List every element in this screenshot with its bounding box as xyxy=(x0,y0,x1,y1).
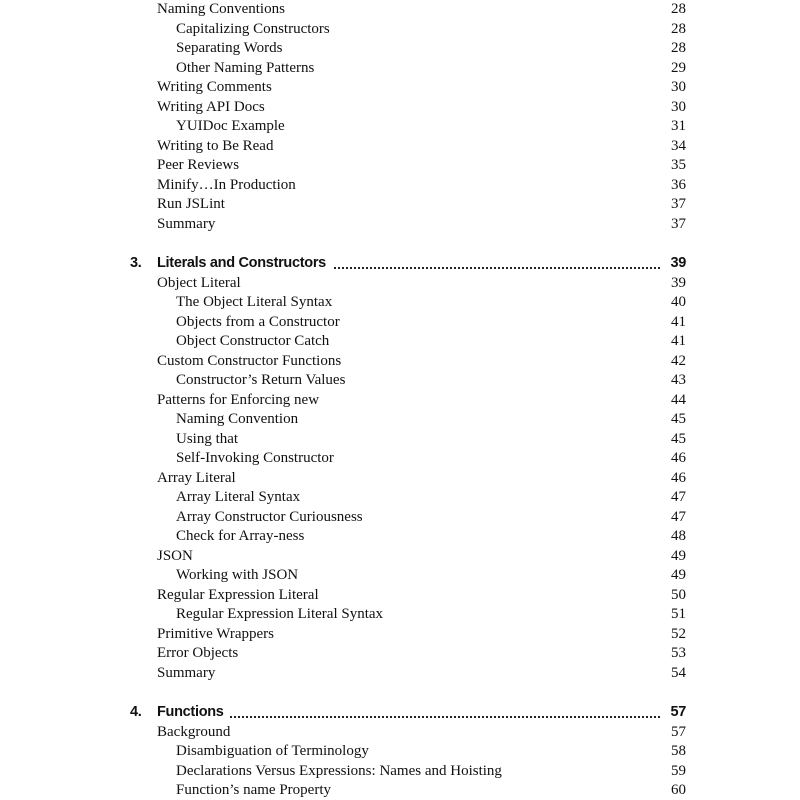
toc-subsection-entry[interactable] xyxy=(176,116,686,136)
toc-section-entry[interactable] xyxy=(157,214,686,234)
entry-page-number: 37 xyxy=(671,196,686,212)
entry-title: Peer Reviews xyxy=(157,157,240,173)
entry-page-number: 50 xyxy=(671,586,686,603)
toc-subsection-entry[interactable] xyxy=(176,507,686,527)
toc-subsection-entry[interactable] xyxy=(176,487,686,507)
entry-page-number: 52 xyxy=(671,625,686,642)
entry-title: Writing to Be Read xyxy=(157,137,274,154)
entry-title: Summary xyxy=(157,215,216,232)
entry-title: Function’s name Property xyxy=(176,782,331,798)
entry-title: Self-Invoking Constructor xyxy=(176,450,334,466)
chapter-title: Functions xyxy=(157,701,230,723)
entry-page-number: 40 xyxy=(671,294,686,310)
entry-page-number: 48 xyxy=(671,528,686,544)
entry-page-number: 39 xyxy=(671,274,686,291)
toc-section-entry[interactable] xyxy=(157,136,686,156)
chapter-heading[interactable] xyxy=(130,252,686,274)
entry-title: Constructor’s Return Values xyxy=(176,372,346,388)
entry-title: Summary xyxy=(157,664,216,681)
toc-section-entry[interactable] xyxy=(157,77,686,97)
entry-page-number: 41 xyxy=(671,333,686,349)
entry-page-number: 47 xyxy=(671,508,686,525)
toc-subsection-entry[interactable] xyxy=(176,741,686,761)
entry-page-number: 31 xyxy=(671,118,686,134)
chapter-page-number: 39 xyxy=(670,255,686,271)
entry-page-number: 47 xyxy=(671,489,686,505)
entry-title: Capitalizing Constructors xyxy=(176,20,330,37)
entry-page-number: 46 xyxy=(671,450,686,466)
toc-section-entry[interactable] xyxy=(157,155,686,175)
entry-title: Working with JSON xyxy=(176,567,299,583)
entry-title: Object Constructor Catch xyxy=(176,333,330,349)
entry-page-number: 37 xyxy=(671,215,686,232)
entry-page-number: 58 xyxy=(671,743,686,759)
entry-title: Background xyxy=(157,723,231,740)
toc-subsection-entry[interactable] xyxy=(176,429,686,449)
toc-section-entry[interactable] xyxy=(157,351,686,371)
chapter-number: 4. xyxy=(130,704,142,720)
entry-page-number: 57 xyxy=(671,723,686,740)
toc-subsection-entry[interactable] xyxy=(176,761,686,781)
entry-title: Regular Expression Literal xyxy=(157,586,319,603)
entry-title: Patterns for Enforcing new xyxy=(157,391,320,408)
chapter-heading[interactable] xyxy=(130,701,686,723)
entry-title: Objects from a Constructor xyxy=(176,313,340,330)
entry-page-number: 36 xyxy=(671,176,686,193)
toc-section-entry[interactable] xyxy=(157,643,686,663)
toc-section-entry[interactable] xyxy=(157,585,686,605)
entry-title: Array Constructor Curiousness xyxy=(176,508,363,525)
entry-page-number: 59 xyxy=(671,762,686,779)
entry-title: Array Literal Syntax xyxy=(176,489,301,505)
toc-section-entry[interactable] xyxy=(157,722,686,742)
entry-title: The Object Literal Syntax xyxy=(176,294,333,310)
entry-page-number: 51 xyxy=(671,606,686,622)
toc-subsection-entry[interactable] xyxy=(176,292,686,312)
entry-title: Regular Expression Literal Syntax xyxy=(176,606,384,622)
chapter-title: Literals and Constructors xyxy=(157,252,332,274)
toc-subsection-entry[interactable] xyxy=(176,604,686,624)
entry-page-number: 35 xyxy=(671,157,686,173)
entry-page-number: 28 xyxy=(671,1,686,17)
toc-section-entry[interactable] xyxy=(157,390,686,410)
toc-section-entry[interactable] xyxy=(157,624,686,644)
toc-section-entry[interactable] xyxy=(157,175,686,195)
dot-leader xyxy=(157,716,660,718)
toc-section-entry[interactable] xyxy=(157,97,686,117)
entry-page-number: 54 xyxy=(671,664,686,681)
entry-title: Array Literal xyxy=(157,469,236,486)
entry-title: Using that xyxy=(176,430,239,447)
toc-subsection-entry[interactable] xyxy=(176,58,686,78)
entry-title: Writing API Docs xyxy=(157,98,265,115)
entry-page-number: 34 xyxy=(671,137,686,154)
toc-subsection-entry[interactable] xyxy=(176,19,686,39)
toc-subsection-entry[interactable] xyxy=(176,565,686,585)
entry-page-number: 30 xyxy=(671,79,686,95)
entry-title: YUIDoc Example xyxy=(176,118,285,134)
entry-title: Custom Constructor Functions xyxy=(157,352,342,369)
toc-subsection-entry[interactable] xyxy=(176,38,686,58)
entry-page-number: 30 xyxy=(671,98,686,115)
entry-page-number: 49 xyxy=(671,547,686,564)
entry-page-number: 28 xyxy=(671,20,686,37)
entry-title: JSON xyxy=(157,547,193,564)
entry-page-number: 41 xyxy=(671,313,686,330)
entry-page-number: 45 xyxy=(671,411,686,427)
chapter-page-number: 57 xyxy=(670,704,686,720)
toc-section-entry[interactable] xyxy=(157,0,686,19)
entry-title: Minify…In Production xyxy=(157,176,296,193)
entry-page-number: 28 xyxy=(671,40,686,56)
entry-title: Error Objects xyxy=(157,645,239,661)
entry-page-number: 44 xyxy=(671,391,686,408)
entry-title: Naming Conventions xyxy=(157,1,285,17)
toc-subsection-entry[interactable] xyxy=(176,312,686,332)
toc-subsection-entry[interactable] xyxy=(176,526,686,546)
toc-section-entry[interactable] xyxy=(157,468,686,488)
toc-subsection-entry[interactable] xyxy=(176,409,686,429)
toc-section-entry[interactable] xyxy=(157,273,686,293)
entry-title: Other Naming Patterns xyxy=(176,59,315,76)
entry-page-number: 45 xyxy=(671,430,686,447)
toc-section-entry[interactable] xyxy=(157,194,686,214)
toc-subsection-entry[interactable] xyxy=(176,780,686,800)
entry-page-number: 60 xyxy=(671,782,686,798)
entry-page-number: 53 xyxy=(671,645,686,661)
entry-title: Run JSLint xyxy=(157,196,225,212)
entry-title: Disambiguation of Terminology xyxy=(176,743,369,759)
chapter-number: 3. xyxy=(130,255,142,271)
entry-title: Check for Array-ness xyxy=(176,528,305,544)
toc-subsection-entry[interactable] xyxy=(176,331,686,351)
entry-title: Object Literal xyxy=(157,274,241,291)
toc-section-entry[interactable] xyxy=(157,546,686,566)
entry-title: Primitive Wrappers xyxy=(157,625,275,642)
entry-title: Naming Convention xyxy=(176,411,299,427)
toc-subsection-entry[interactable] xyxy=(176,370,686,390)
entry-page-number: 49 xyxy=(671,567,686,583)
toc-subsection-entry[interactable] xyxy=(176,448,686,468)
entry-title: Declarations Versus Expressions: Names and Hoisting xyxy=(176,762,502,779)
entry-title: Writing Comments xyxy=(157,79,272,95)
entry-page-number: 42 xyxy=(671,352,686,369)
entry-page-number: 29 xyxy=(671,59,686,76)
entry-page-number: 46 xyxy=(671,469,686,486)
toc-section-entry[interactable] xyxy=(157,663,686,683)
entry-page-number: 43 xyxy=(671,372,686,388)
entry-title: Separating Words xyxy=(176,40,283,56)
